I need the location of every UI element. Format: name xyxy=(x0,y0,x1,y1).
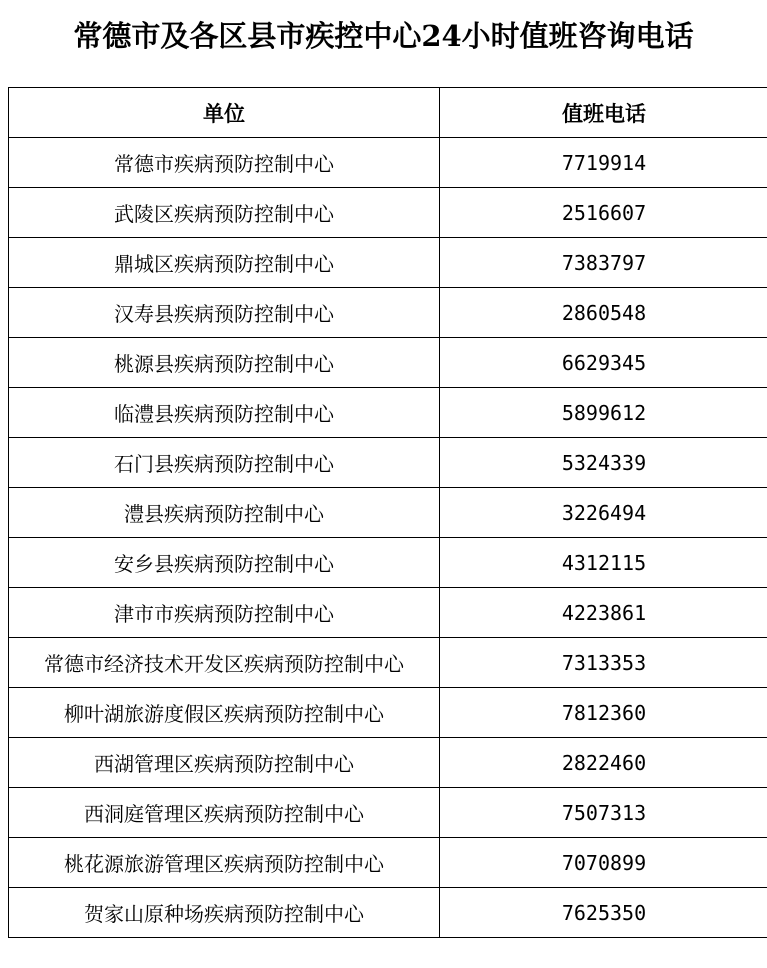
phone-number-cell: 7507313 xyxy=(440,788,767,838)
phone-number-cell: 4312115 xyxy=(440,538,767,588)
phone-number-cell: 7812360 xyxy=(440,688,767,738)
phone-number-cell: 7070899 xyxy=(440,838,767,888)
column-header-unit: 单位 xyxy=(9,88,440,138)
phone-number-cell: 4223861 xyxy=(440,588,767,638)
phone-number-cell: 3226494 xyxy=(440,488,767,538)
unit-name-cell: 临澧县疾病预防控制中心 xyxy=(9,388,440,438)
phone-number-cell: 6629345 xyxy=(440,338,767,388)
table-header-row xyxy=(9,88,767,138)
unit-name-cell: 西洞庭管理区疾病预防控制中心 xyxy=(9,788,440,838)
unit-name-cell: 石门县疾病预防控制中心 xyxy=(9,438,440,488)
column-header-phone: 值班电话 xyxy=(440,88,767,138)
table-row xyxy=(9,188,767,238)
table-row xyxy=(9,588,767,638)
table-row xyxy=(9,238,767,288)
phone-number-cell: 7625350 xyxy=(440,888,767,938)
unit-name-cell: 柳叶湖旅游度假区疾病预防控制中心 xyxy=(9,688,440,738)
page-title: 常德市及各区县市疾控中心24小时值班咨询电话 xyxy=(73,19,694,53)
table-row xyxy=(9,288,767,338)
unit-name-cell: 汉寿县疾病预防控制中心 xyxy=(9,288,440,338)
table-row xyxy=(9,438,767,488)
unit-name-cell: 桃源县疾病预防控制中心 xyxy=(9,338,440,388)
table-row xyxy=(9,338,767,388)
phone-number-cell: 5324339 xyxy=(440,438,767,488)
unit-name-cell: 武陵区疾病预防控制中心 xyxy=(9,188,440,238)
phone-number-cell: 2516607 xyxy=(440,188,767,238)
unit-name-cell: 常德市经济技术开发区疾病预防控制中心 xyxy=(9,638,440,688)
unit-name-cell: 西湖管理区疾病预防控制中心 xyxy=(9,738,440,788)
unit-name-cell: 鼎城区疾病预防控制中心 xyxy=(9,238,440,288)
table-body xyxy=(9,138,767,938)
unit-name-cell: 贺家山原种场疾病预防控制中心 xyxy=(9,888,440,938)
phone-number-cell: 7719914 xyxy=(440,138,767,188)
table-row xyxy=(9,788,767,838)
phone-number-cell: 2860548 xyxy=(440,288,767,338)
table-row xyxy=(9,688,767,738)
table-row xyxy=(9,888,767,938)
duty-phone-table xyxy=(8,87,767,938)
table-row xyxy=(9,538,767,588)
unit-name-cell: 津市市疾病预防控制中心 xyxy=(9,588,440,638)
table-row xyxy=(9,738,767,788)
phone-number-cell: 7383797 xyxy=(440,238,767,288)
phone-number-cell: 5899612 xyxy=(440,388,767,438)
unit-name-cell: 常德市疾病预防控制中心 xyxy=(9,138,440,188)
table-row xyxy=(9,488,767,538)
phone-number-cell: 7313353 xyxy=(440,638,767,688)
unit-name-cell: 桃花源旅游管理区疾病预防控制中心 xyxy=(9,838,440,888)
table-row xyxy=(9,838,767,888)
phone-number-cell: 2822460 xyxy=(440,738,767,788)
table-row xyxy=(9,388,767,438)
unit-name-cell: 安乡县疾病预防控制中心 xyxy=(9,538,440,588)
table-row xyxy=(9,138,767,188)
table-row xyxy=(9,638,767,688)
unit-name-cell: 澧县疾病预防控制中心 xyxy=(9,488,440,538)
